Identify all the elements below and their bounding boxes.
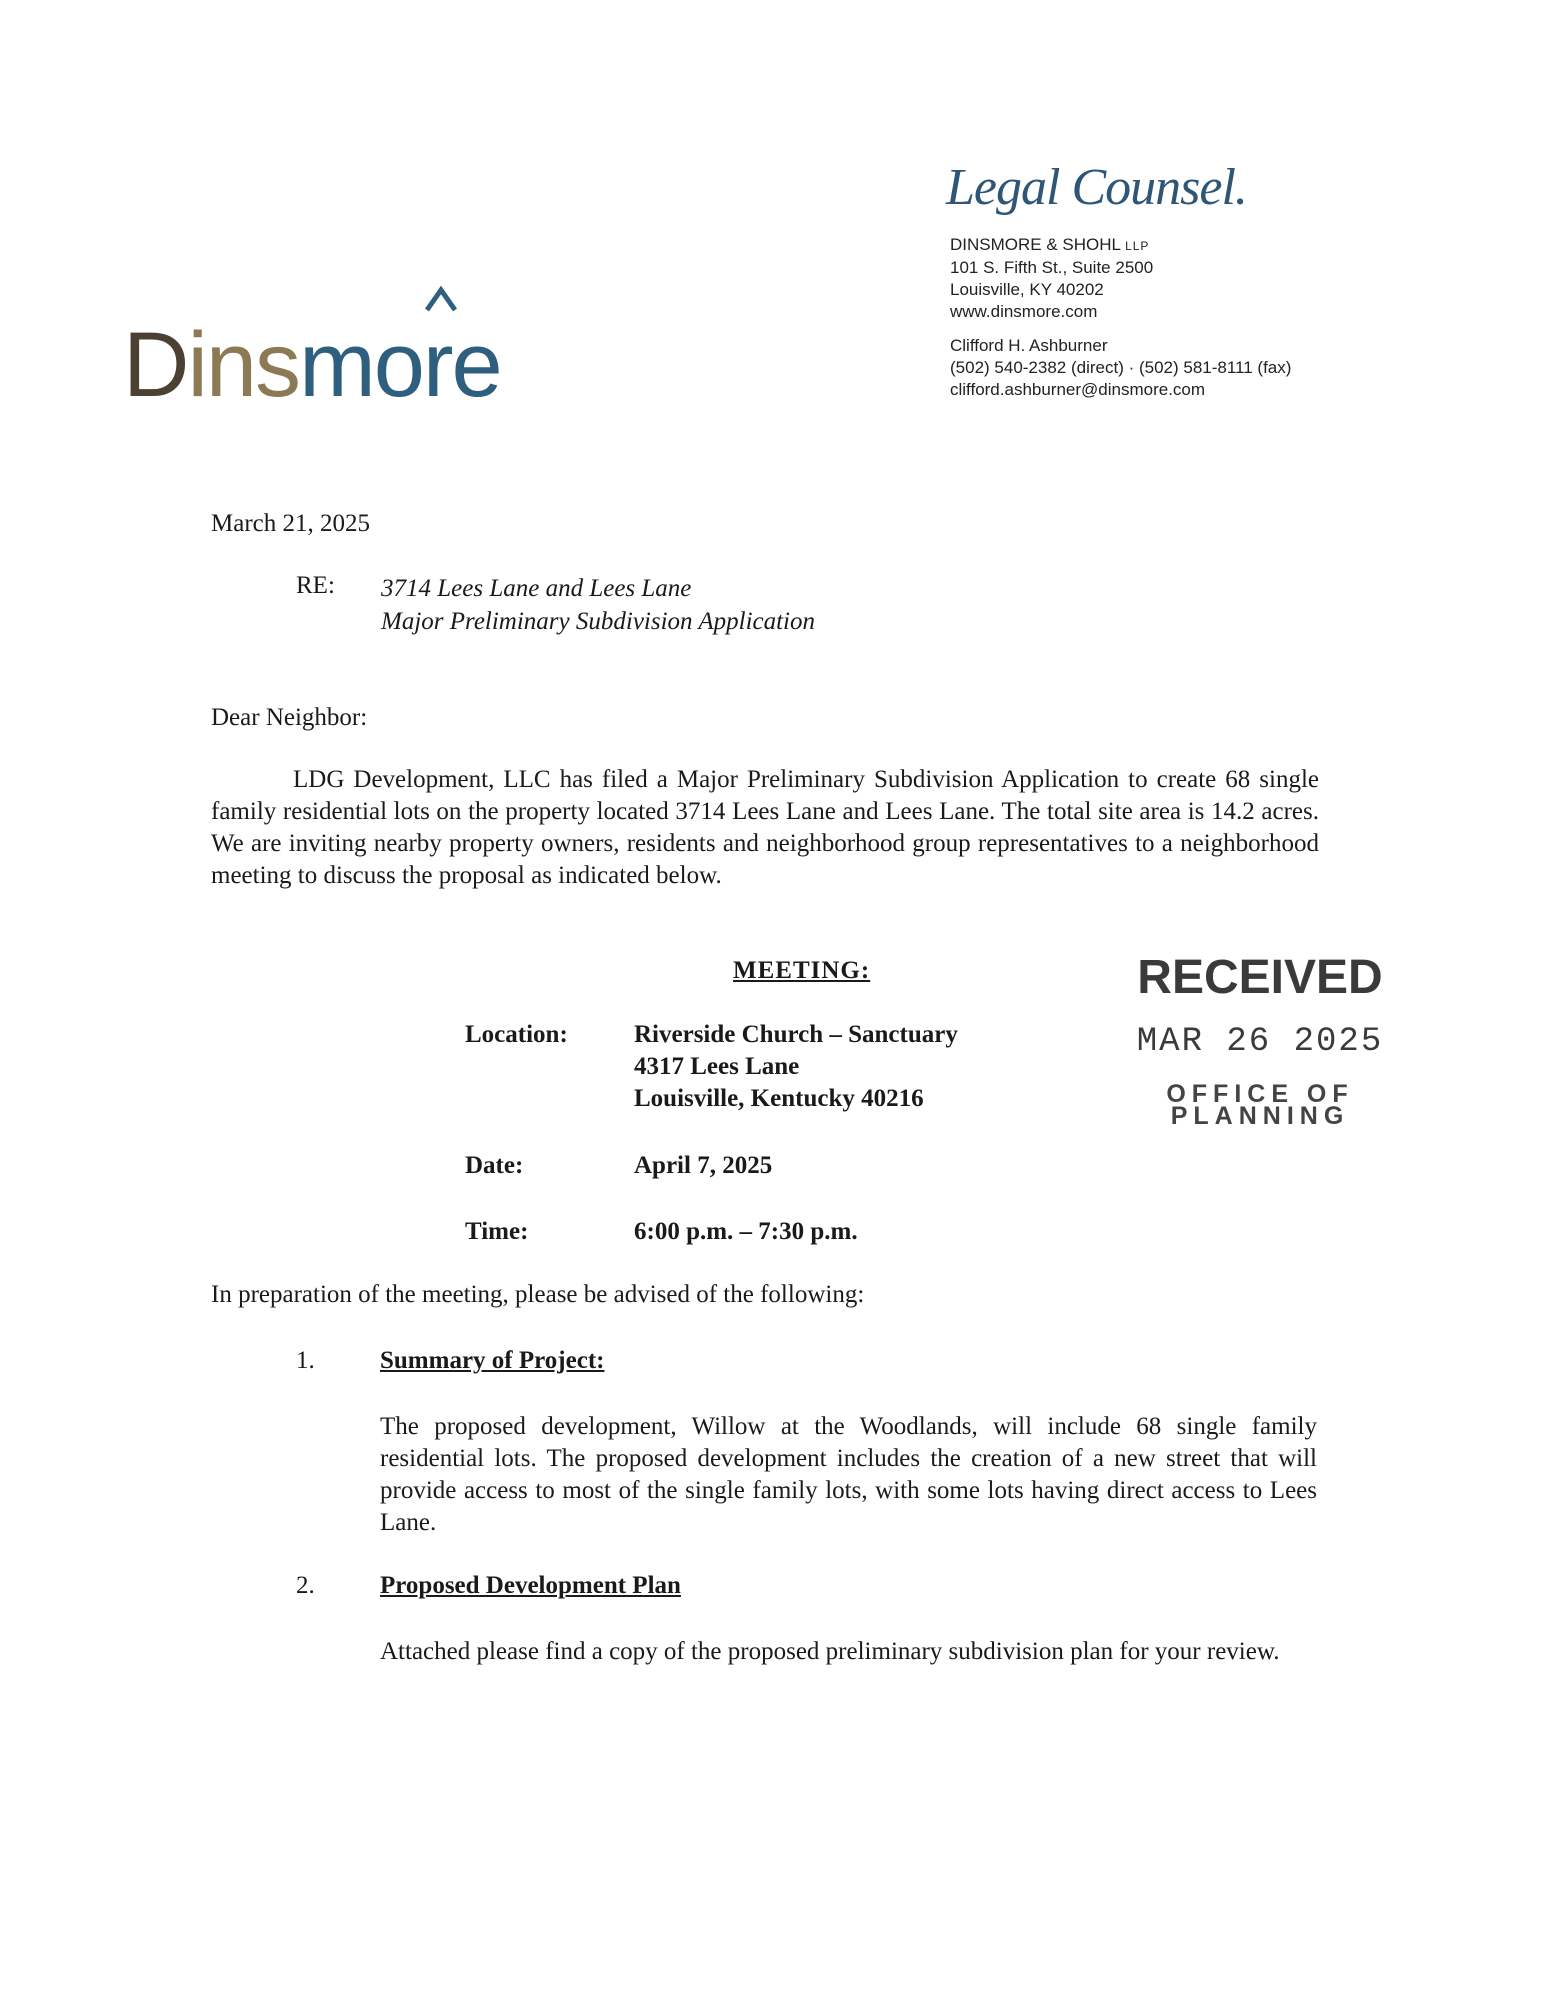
re-line1: 3714 Lees Lane and Lees Lane [381, 575, 692, 602]
meeting-heading: MEETING: [733, 957, 871, 984]
item-body: Attached please find a copy of the proposed preliminary subdivision plan for your review. [380, 1638, 1280, 1665]
re-line2: Major Preliminary Subdivision Application [381, 608, 815, 635]
firm-address-block [950, 234, 1153, 323]
logo-wordmark: Dinsmore [123, 314, 501, 416]
attorney-phones: (502) 540-2382 (direct) · (502) 581-8111 (fax) [950, 358, 1292, 377]
received-stamp [1130, 950, 1390, 1130]
logo-caret-icon [423, 286, 459, 312]
stamp-date: MAR 26 2025 [1136, 1023, 1384, 1061]
date-value: April 7, 2025 [634, 1152, 773, 1179]
attorney-email: clifford.ashburner@dinsmore.com [950, 380, 1206, 399]
dinsmore-logo [123, 286, 523, 416]
address-line2: Louisville, KY 40202 [950, 280, 1104, 299]
stamp-office: OFFICE OF PLANNING [1166, 1080, 1354, 1130]
letter-date: March 21, 2025 [211, 510, 370, 537]
location-line3: Louisville, Kentucky 40216 [634, 1085, 924, 1112]
item-title: Summary of Project: [380, 1347, 605, 1374]
item-body: The proposed development, Willow at the Woodlands, will include 68 single family residential lots. The proposed development includes the creation of a new street that will provide access to most of the single family lots, with some lots having direct access to Lees Lane. [380, 1413, 1317, 1536]
website: www.dinsmore.com [950, 302, 1098, 321]
preparation-intro: In preparation of the meeting, please be advised of the following: [211, 1281, 865, 1308]
time-label: Time: [465, 1218, 529, 1245]
location-value [634, 1019, 958, 1115]
re-subject [381, 572, 815, 638]
attorney-name: Clifford H. Ashburner [950, 336, 1108, 355]
attorney-contact-block [950, 335, 1291, 401]
salutation: Dear Neighbor: [211, 704, 368, 731]
re-label: RE: [296, 572, 335, 599]
intro-paragraph: LDG Development, LLC has filed a Major Preliminary Subdivision Application to create 68 single family residential lots on the property located 3714 Lees Lane and Lees Lane. The total site area is 14.2 acres. We are inviting nearby property owners, residents and neighborhood group representatives to a neighborhood meeting to discuss the proposal as indicated below. [211, 766, 1319, 889]
location-line2: 4317 Lees Lane [634, 1053, 800, 1080]
firm-tagline: Legal Counsel. [946, 159, 1247, 216]
stamp-title: RECEIVED [1137, 951, 1383, 1004]
address-line1: 101 S. Fifth St., Suite 2500 [950, 258, 1154, 277]
time-value: 6:00 p.m. – 7:30 p.m. [634, 1218, 858, 1245]
date-label: Date: [465, 1152, 524, 1179]
firm-name: DINSMORE & SHOHL LLP [950, 235, 1150, 254]
item-number: 1. [296, 1347, 315, 1374]
location-label: Location: [465, 1021, 568, 1048]
item-number: 2. [296, 1572, 315, 1599]
item-title: Proposed Development Plan [380, 1572, 681, 1599]
location-line1: Riverside Church – Sanctuary [634, 1021, 958, 1048]
